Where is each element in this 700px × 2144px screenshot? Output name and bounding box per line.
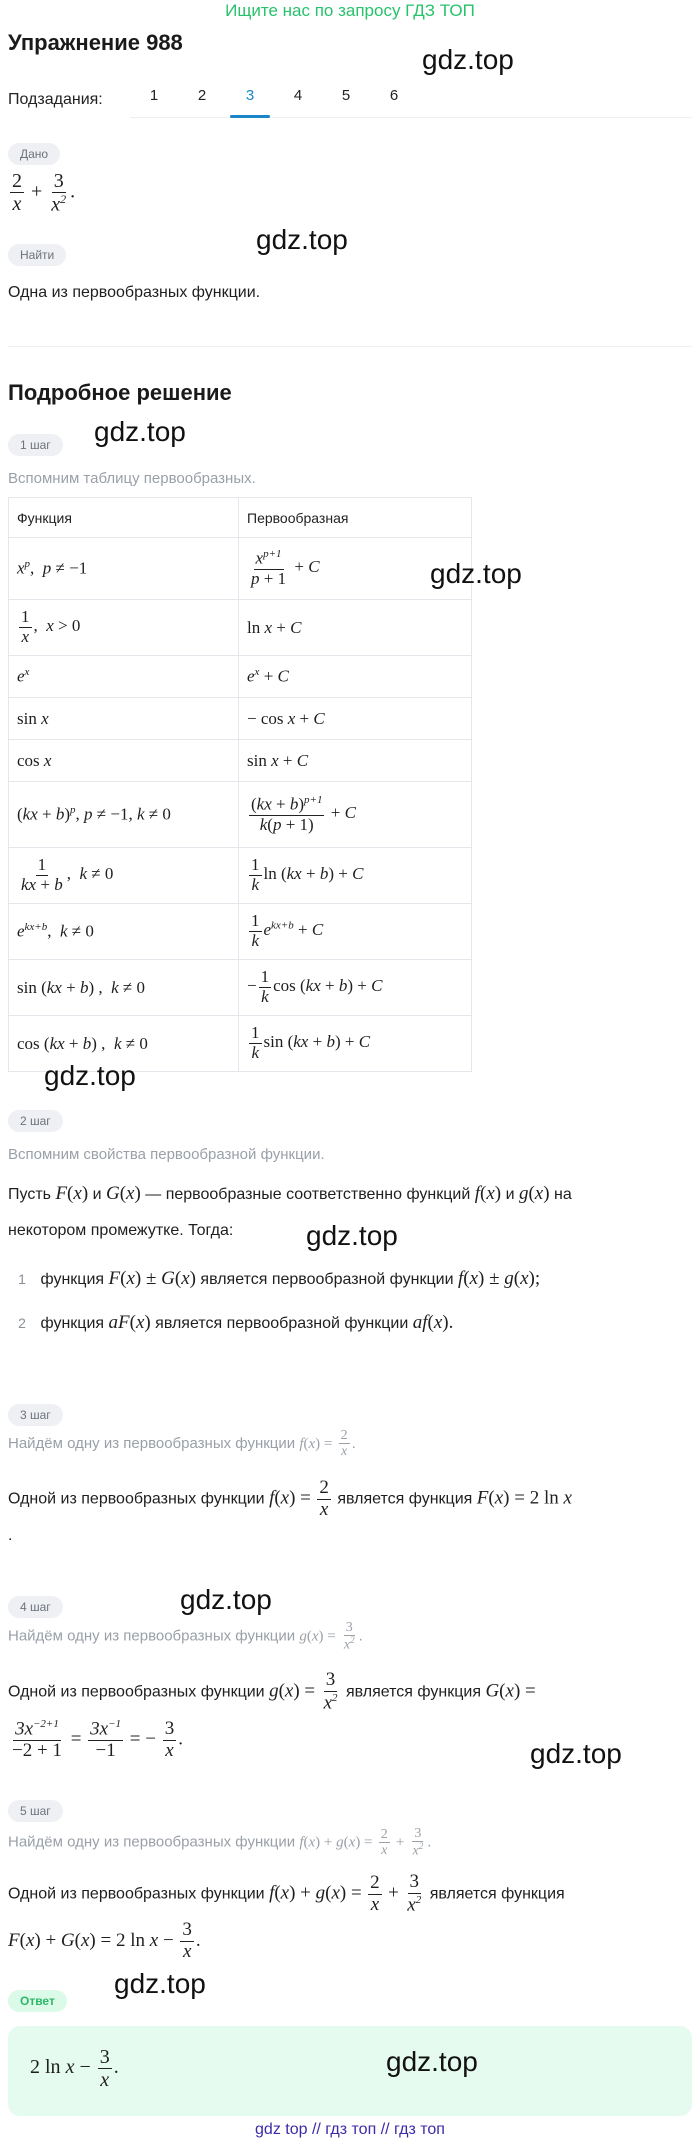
find-pill: Найти	[8, 244, 66, 266]
table-row: (kx + b)$^p$, p ≠ −1, k ≠ 0 $\frac{(kx + b)^{p+1}}{k(p + 1)}$ + C	[9, 782, 472, 848]
watermark: gdz.top	[430, 558, 522, 589]
given-expression: $\frac{2}{x}$ + $\frac{3}{x^2}$ .	[12, 170, 76, 216]
tab-subtask-5[interactable]: 5	[341, 87, 351, 104]
subtasks-label: Подзадания:	[8, 91, 103, 108]
watermark: gdz.top	[180, 1584, 272, 1615]
table-row: $\frac{1}{x}$ , x > 0 ln x + C	[9, 600, 472, 656]
antiderivative-table	[8, 497, 472, 1072]
footer-links[interactable]: gdz top // гдз топ // гдз топ	[255, 2121, 445, 2138]
step3-pill: 3 шаг	[8, 1404, 63, 1426]
step3-result: Одной из первообразных функции f(x) = $\frac{2}{x}$ является функция F(x) = 2 ln x .	[8, 1477, 572, 1544]
divider	[8, 346, 692, 347]
answer-pill: Ответ	[8, 1990, 67, 2012]
step2-intro: Вспомним свойства первообразной функции.	[8, 1146, 325, 1163]
list-item: 1 функция F(x) ± G(x) является первообразной функции f(x) ± g(x);	[18, 1268, 541, 1289]
list-item: 2 функция aF(x) является первообразной функции af(x).	[18, 1312, 454, 1333]
step3-intro: Найдём одну из первообразных функции f(x) = $\frac{2}{x}$ .	[8, 1428, 356, 1460]
given-pill: Дано	[8, 143, 60, 165]
table-row: sin x − cos x + C	[9, 698, 472, 740]
tab-subtask-2[interactable]: 2	[197, 87, 207, 104]
watermark: gdz.top	[94, 416, 186, 447]
tab-subtask-3[interactable]: 3	[226, 82, 274, 117]
top-banner[interactable]: Ищите нас по запросу ГДЗ ТОП	[225, 1, 475, 20]
step5-pill: 5 шаг	[8, 1800, 63, 1822]
watermark: gdz.top	[256, 224, 348, 255]
watermark: gdz.top	[114, 1968, 206, 1999]
step1-pill: 1 шаг	[8, 434, 63, 456]
solution-heading: Подробное решение	[8, 380, 232, 405]
step4-result: Одной из первообразных функции g(x) = $\frac{3}{x^2}$ является функция G(x) = $\frac{3x^{-2+1}}{-2 + 1}$ = $\frac{3x^{-1}}{-1}$ = − $\frac{3}{x}$ .	[8, 1669, 536, 1762]
watermark: gdz.top	[44, 1060, 136, 1091]
table-row: $x^p$, p ≠ −1 $\frac{x^{p+1}}{p + 1}$ + C	[9, 538, 472, 600]
table-row: $\frac{1}{kx + b}$ , k ≠ 0 $\frac{1}{k}$ ln (kx + b) + C	[9, 848, 472, 904]
table-row: sin (kx + b) , k ≠ 0 − $\frac{1}{k}$ cos (kx + b) + C	[9, 960, 472, 1016]
tab-subtask-4[interactable]: 4	[293, 87, 303, 104]
step1-intro: Вспомним таблицу первообразных.	[8, 470, 256, 487]
watermark: gdz.top	[530, 1738, 622, 1769]
table-row: $e^{kx+b}$, k ≠ 0 $\frac{1}{k}$ $e^{kx+b} + C$	[9, 904, 472, 960]
subtasks-bar	[8, 82, 692, 118]
watermark: gdz.top	[422, 44, 514, 75]
step5-result: Одной из первообразных функции f(x) + g(x) = $\frac{2}{x}$ + $\frac{3}{x^2}$ является функция F(x) + G(x) = 2 ln x − $\frac{3}{x}$ .	[8, 1871, 565, 1962]
subtask-tabs	[130, 82, 692, 118]
step2-pill: 2 шаг	[8, 1110, 63, 1132]
tab-subtask-6[interactable]: 6	[389, 87, 399, 104]
step2-paragraph: Пусть F(x) и G(x) — первообразные соответственно функций f(x) и g(x) на некотором промежутке. Тогда:	[8, 1183, 572, 1239]
step4-intro: Найдём одну из первообразных функции g(x) = $\frac{3}{x^2}$ .	[8, 1620, 363, 1654]
table-row: cos (kx + b) , k ≠ 0 $\frac{1}{k}$ sin (kx + b) + C	[9, 1016, 472, 1072]
table-header-antiderivative: Первообразная	[239, 498, 472, 538]
table-row: cos x sin x + C	[9, 740, 472, 782]
page-title: Упражнение 988	[8, 30, 183, 55]
table-row: $e^x$ $e^x + C$	[9, 656, 472, 698]
answer-box	[8, 2026, 692, 2116]
watermark: gdz.top	[386, 2046, 478, 2077]
answer-expression: 2 ln x − $\frac{3}{x}$ .	[30, 2046, 119, 2091]
step4-pill: 4 шаг	[8, 1596, 63, 1618]
tab-subtask-1[interactable]: 1	[149, 87, 159, 104]
find-text: Одна из первообразных функции.	[8, 284, 261, 301]
table-header-function: Функция	[9, 498, 239, 538]
watermark: gdz.top	[306, 1220, 398, 1251]
step5-intro: Найдём одну из первообразных функции f(x) + g(x) = $\frac{2}{x}$ + $\frac{3}{x^2}$ .	[8, 1826, 432, 1860]
